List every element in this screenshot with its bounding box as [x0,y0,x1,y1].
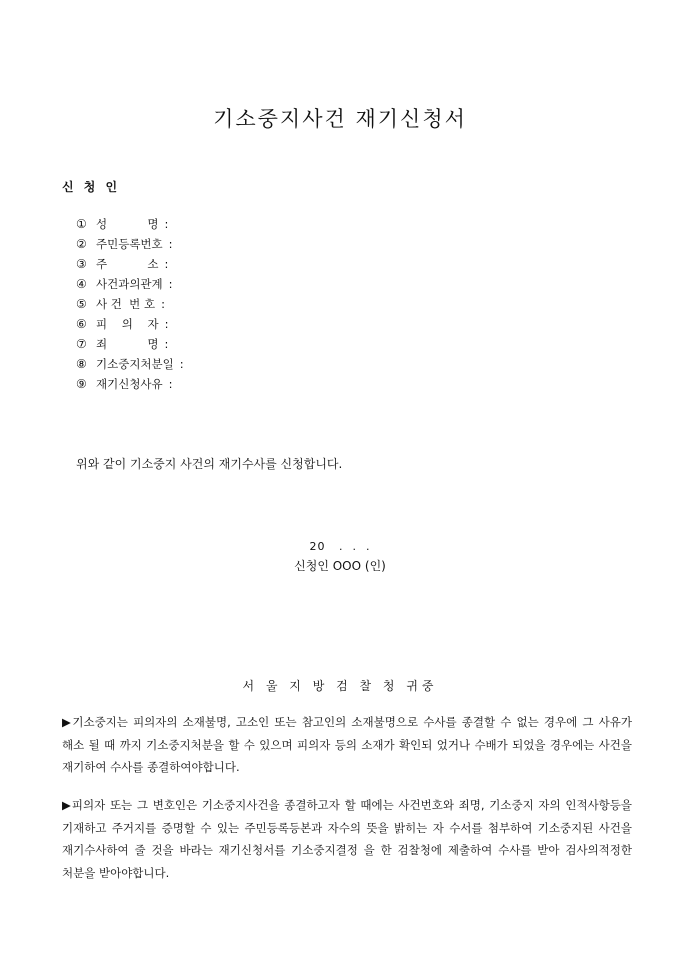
field-reason [76,374,184,394]
field-number: ③ [76,257,87,271]
field-case-number [76,294,184,314]
field-number: ② [76,237,87,251]
field-number: ⑨ [76,377,87,391]
field-address [76,254,184,274]
field-colon: : [179,357,184,371]
field-relationship [76,274,184,294]
field-label: 성 명 [96,217,159,231]
field-label: 기소중지처분일 [96,357,174,371]
field-colon: : [161,297,165,311]
field-name [76,214,184,234]
field-suspect [76,314,184,334]
field-number: ⑥ [76,317,87,331]
field-number: ⑤ [76,297,87,311]
request-statement: 위와 같이 기소중지 사건의 재기수사를 신청합니다. [76,457,343,471]
field-colon: : [168,277,173,291]
field-number: ⑧ [76,357,87,371]
applicant-signature-line: 신청인 OOO (인) [294,559,386,573]
field-colon: : [164,257,169,271]
field-label: 주민등록번호 [96,237,163,251]
document-title: 기소중지사건 재기신청서 [213,107,467,131]
field-number: ⑦ [76,337,87,351]
field-colon: : [168,237,173,251]
field-label: 주 소 [96,257,159,271]
note-paragraph-1: ▶기소중지는 피의자의 소재불명, 고소인 또는 참고인의 소재불명으로 수사를 종결할 수 없는 경우에 그 사유가 해소 될 때 까지 기소중지처분을 할 수 있으며 피의자 등의 소재가 확인되 었거나 수배가 되었을 경우에는 사건을 재기하여 수사를 종결하여야합니다. [62,715,632,774]
field-colon: : [164,317,169,331]
field-number: ④ [76,277,87,291]
field-colon: : [168,377,173,391]
addressee: 서 울 지 방 검 찰 청 귀중 [242,679,438,693]
applicant-fields [76,214,184,394]
field-label: 재기신청사유 [96,377,163,391]
field-number: ① [76,217,87,231]
date-line: 20 . . . [309,540,371,553]
applicant-section-label: 신 청 인 [62,180,121,194]
field-suspension-date [76,354,184,374]
note-paragraph-2: ▶피의자 또는 그 변호인은 기소중지사건을 종결하고자 할 때에는 사건번호와 죄명, 기소중지 자의 인적사항등을 기재하고 주거지를 증명할 수 있는 주민등록등본과 자수의 뜻을 밝히는 자 수서를 첨부하여 기소중지된 사건을 재기수사하여 줄 것을 바라는 재기신청서를 기소중지결정 을 한 검찰청에 제출하여 수사를 받아 검사의적정한 처분을 받아야합니다. [62,798,632,880]
field-charge [76,334,184,354]
field-label: 사 건 번 호 [96,297,156,311]
field-resident-number [76,234,184,254]
field-label: 피 의 자 [96,317,159,331]
field-colon: : [164,337,169,351]
field-label: 사건과의관계 [96,277,163,291]
field-colon: : [164,217,169,231]
field-label: 죄 명 [96,337,159,351]
